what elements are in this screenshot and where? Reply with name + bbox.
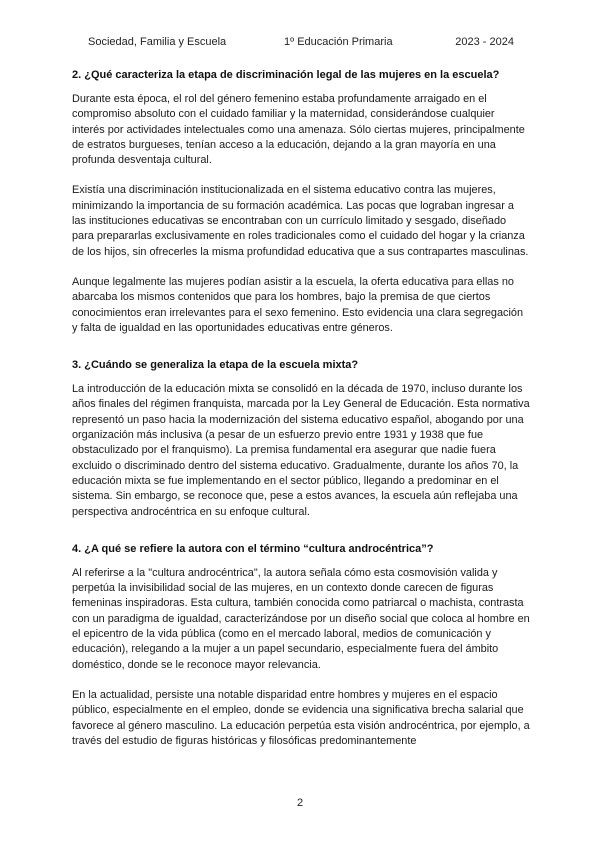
page-number: 2: [296, 797, 304, 809]
section-3-title: 3. ¿Cuándo se generaliza la etapa de la escuela mixta?: [72, 359, 359, 372]
section-3: [72, 358, 530, 520]
section-2-paragraph-3: Aunque legalmente las mujeres podían asistir a la escuela, la oferta educativa para ellas no abarcaba los mismos contenidos que para los hombres, bajo la premisa de que ciertos conocimientos eran irrelevantes para el sexo femenino. Esto evidencia una clara segregación y falta de igualdad en las oportunidades educativas entre géneros.: [72, 275, 524, 334]
section-3-paragraph-1: La introducción de la educación mixta se consolidó en la década de 1970, incluso durante los años finales del régimen franquista, marcada por la Ley General de Educación. Esta normativa representó un paso hacia la modernización del sistema educativo español, abogando por una organización más inclusiva (a pesar de un esfuerzo previo entre 1931 y 1938 que fue obstaculizado por el franquismo). La premisa fundamental era asegurar que nadie fuera excluido o discriminado dentro del sistema educativo. Gradualmente, durante los años 70, la educación mixta se fue implementando en el sector público, llegando a predominar en el sistema. Sin embargo, se reconoce que, pese a estos avances, la escuela aún reflejaba una perspectiva androcéntrica en su enfoque cultural.: [72, 383, 530, 518]
section-2: [72, 68, 530, 336]
section-4-title: 4. ¿A qué se refiere la autora con el término “cultura androcéntrica”?: [72, 542, 434, 555]
section-4: [72, 542, 530, 749]
section-4-paragraph-2: En la actualidad, persiste una notable disparidad entre hombres y mujeres en el espacio público, especialmente en el empleo, donde se evidencia una significativa brecha salarial que favorece al género masculino. La educación perpetúa esta visión androcéntrica, por ejemplo, a través del estudio de figuras históricas y filosóficas predominantemente: [72, 688, 530, 747]
header-course: Sociedad, Familia y Escuela: [88, 36, 227, 48]
page-content: [72, 68, 530, 764]
header-year: 2023 - 2024: [455, 36, 514, 48]
section-2-paragraph-1: Durante esta época, el rol del género femenino estaba profundamente arraigado en el compromiso absoluto con el cuidado familiar y la maternidad, considerándose cualquier interés por actividades intelectuales como una amenaza. Sólo ciertas mujeres, principalmente de estratos burgueses, tenían acceso a la educación, dejando a la gran mayoría en una profunda desventaja cultural.: [72, 93, 525, 167]
header-grade: 1º Educación Primaria: [284, 36, 393, 48]
page-header: [88, 36, 514, 52]
section-2-title: 2. ¿Qué caracteriza la etapa de discriminación legal de las mujeres en la escuela?: [72, 69, 500, 81]
section-4-paragraph-1: Al referirse a la "cultura androcéntrica", la autora señala cómo esta cosmovisión valida y perpetúa la invisibilidad social de las mujeres, en un contexto donde carecen de figuras femeninas inspiradoras. Esta cultura, también conocida como patriarcal o machista, contrasta con un paradigma de igualdad, caracterizándose por un diseño social que coloca al hombre en el epicentro de la vida pública (como en el mercado laboral, medios de comunicación y educación), relegando a la mujer a un papel secundario, especialmente fuera del ámbito doméstico, donde se le reconoce mayor relevancia.: [72, 566, 530, 671]
section-2-paragraph-2: Existía una discriminación institucionalizada en el sistema educativo contra las mujeres, minimizando la importancia de su formación académica. Las pocas que lograban ingresar a las instituciones educativas se encontraban con un currículo limitado y sesgado, diseñado para prepararlas exclusivamente en roles tradicionales como el cuidado del hogar y la crianza de los hijos, sin ofrecerles la misma profundidad educativa que a sus contrapartes masculinas.: [72, 184, 529, 258]
